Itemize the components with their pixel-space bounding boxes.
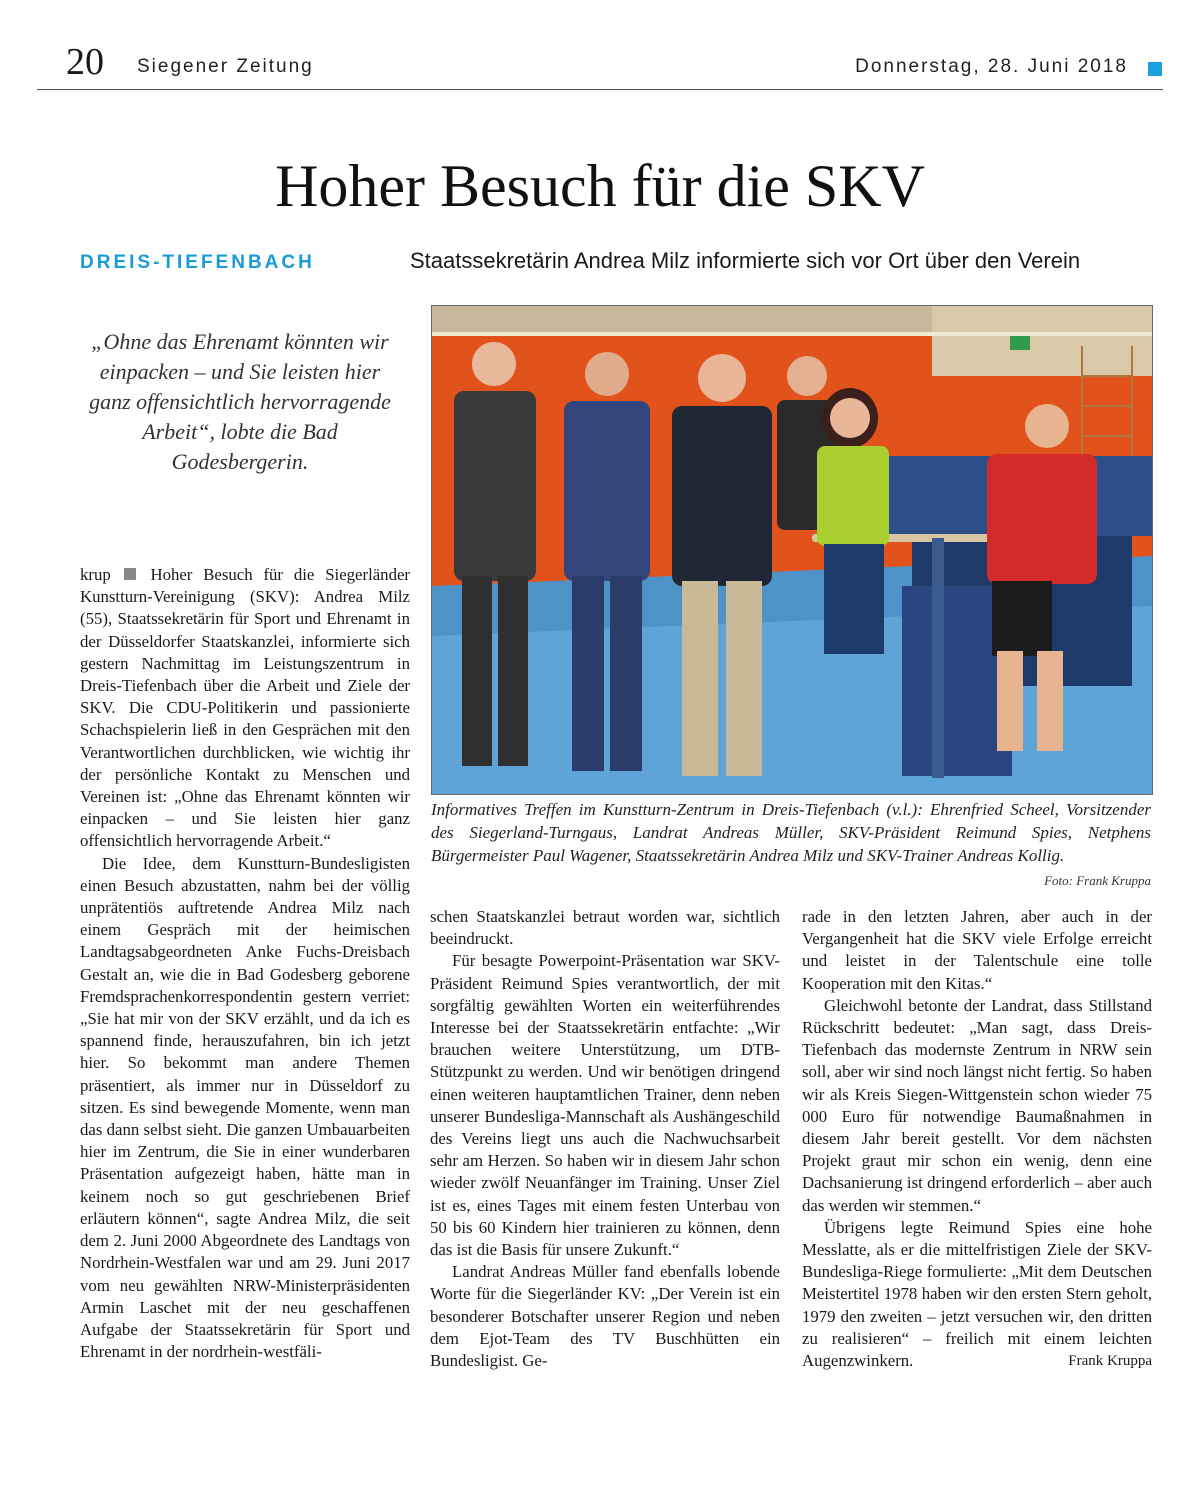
header-accent-square-icon	[1148, 62, 1162, 76]
newspaper-name: Siegener Zeitung	[137, 56, 314, 77]
article-column-1	[80, 564, 410, 1363]
author-byline: Frank Kruppa	[1068, 1353, 1152, 1370]
article-column-3	[802, 906, 1152, 1372]
paragraph-text: Hoher Besuch für die Siegerländer Kunstturn-Vereinigung (SKV): Andrea Milz (55), Staatssekretärin für Sport und Ehrenamt in der Düsseldorfer Staatskanzlei, informierte sich gestern Nachmittag im Leistungszentrum in Dreis-Tiefenbach über die Arbeit und Ziele der SKV. Die CDU-Politikerin und passionierte Schachspielerin ließ in den Gesprächen mit den Verantwortlichen durchblicken, wie wichtig ihr der persönliche Kontakt zu Menschen und Vereinen ist: „Ohne das Ehrenamt könnten wir einpacken – und Sie leisten hier ganz offensichtlich hervorragende Arbeit.“	[80, 565, 410, 851]
group-photo-icon	[432, 306, 1152, 794]
article-headline: Hoher Besuch für die SKV	[275, 153, 925, 219]
page-number: 20	[66, 41, 104, 83]
pull-quote: „Ohne das Ehrenamt könnten wir einpacken – und Sie leisten hier ganz offensichtlich hervorragende Arbeit“, lobte die Bad Godesbergerin.	[89, 329, 391, 474]
article-paragraph: Landrat Andreas Müller fand ebenfalls lobende Worte für die Siegerländer KV: „Der Verein ist ein besonderer Botschafter unserer Region und neben dem Ejot-Team des TV Buschhütten ein Bundesligist. Ge-	[430, 1262, 780, 1371]
article-dateline: DREIS-TIEFENBACH	[80, 252, 315, 273]
article-photo	[431, 305, 1153, 795]
author-marker-icon	[124, 568, 136, 580]
article-column-2	[430, 906, 780, 1372]
article-paragraph: rade in den letzten Jahren, aber auch in der Vergangenheit hat die SKV viele Erfolge erreicht und leistet in der Talentschule eine tolle Kooperation mit den Kitas.“	[802, 907, 1152, 993]
article-paragraph: Gleichwohl betonte der Landrat, dass Stillstand Rückschritt bedeutet: „Man sagt, dass Dreis-Tiefenbach das modernste Zentrum in NRW sein soll, aber wir sind noch längst nicht fertig. So haben wir als Kreis Siegen-Wittgenstein schon wieder 75 000 Euro für notwendige Baumaßnahmen in diesem Jahr bereit gestellt. Vor dem nächsten Projekt graut mir schon ein wenig, denn eine Dachsanierung ist dringend erforderlich – aber auch das werden wir stemmen.“	[802, 995, 1153, 1215]
article-paragraph: Die Idee, dem Kunstturn-Bundesligisten einen Besuch abzustatten, nahm bei der völlig unprätentiös auftretende Andrea Milz nach einem Gespräch mit der heimischen Landtagsabgeordneten Anke Fuchs-Dreisbach Gestalt an, wie die in Bad Godesberg geborene Fremdsprachenkorrespondentin gestern verriet: „Sie hat mir von der SKV erzählt, und da ich es spannend finde, herauszufahren, bin ich jetzt hier. So bekommt man andere Themen präsentiert, als immer nur in Düsseldorf zu sitzen. Es sind bewegende Momente, wenn man das dann selbst sieht. Die ganzen Umbauarbeiten hier im Zentrum, die Sie in einer wunderbaren Präsentation aufgezeigt haben, hätte man in keinem noch so gut geschriebenen Brief erläutern können“, sagte Andrea Milz, die seit dem 2. Juni 2000 Abgeordnete des Landtags von Nordrhein-Westfalen war und am 29. Juni 2017 vom neu gewählten NRW-Ministerpräsidenten Armin Laschet mit der neu geschaffenen Aufgabe der Staatssekretärin für Sport und Ehrenamt in der nordrhein-westfäli-	[80, 853, 410, 1362]
photo-caption: Informatives Treffen im Kunstturn-Zentrum in Dreis-Tiefenbach (v.l.): Ehrenfried Scheel, Vorsitzender des Siegerland-Turngaus, Landrat Andreas Müller, SKV-Präsident Reimund Spies, Netphens Bürgermeister Paul Wagener, Staatssekretärin Andrea Milz und SKV-Trainer Andreas Kollig.	[431, 800, 1151, 865]
article-paragraph	[802, 1217, 1152, 1372]
article-paragraph: Für besagte Powerpoint-Präsentation war SKV-Präsident Reimund Spies verantwortlich, der mit sorgfältig gewählten Worten ein weiterführendes Interesse bei der Staatssekretärin entfachte: „Wir brauchen weitere Unterstützung, um DTB-Stützpunkt zu werden. Und wir benötigen dringend einen weiteren hauptamtlichen Trainer, denn neben unserer Bundesliga-Mannschaft als Aushängeschild des Vereins liegt uns auch die Nachwuchsarbeit sehr am Herzen. So haben wir in diesem Jahr schon wieder zwölf Neuanfänger im Training. Unser Ziel ist es, eines Tages mit einem festen Unterbau von 50 bis 60 Kindern hier trainieren zu können, denn das ist die Basis für unsere Zukunft.“	[430, 951, 780, 1260]
article-paragraph	[80, 564, 410, 853]
article-paragraph: schen Staatskanzlei betraut worden war, sichtlich beeindruckt.	[430, 907, 780, 949]
photo-credit: Foto: Frank Kruppa	[1044, 873, 1151, 888]
paragraph-text: Übrigens legte Reimund Spies eine hohe Messlatte, als er die mittelfristigen Ziele der SKV-Bundesliga-Riege formulierte: „Mit dem Deutschen Meistertitel 1978 haben wir den ersten Stern geholt, 1979 den zweiten – jetzt versuchen wir, den dritten zu realisieren“ – freilich mit einem leichten Augenzwinkern.	[802, 1217, 1152, 1371]
header-divider	[37, 89, 1163, 90]
issue-date: Donnerstag, 28. Juni 2018	[855, 56, 1128, 77]
article-subheadline: Staatssekretärin Andrea Milz informierte sich vor Ort über den Verein	[410, 248, 1081, 273]
author-tag: krup	[80, 565, 111, 584]
